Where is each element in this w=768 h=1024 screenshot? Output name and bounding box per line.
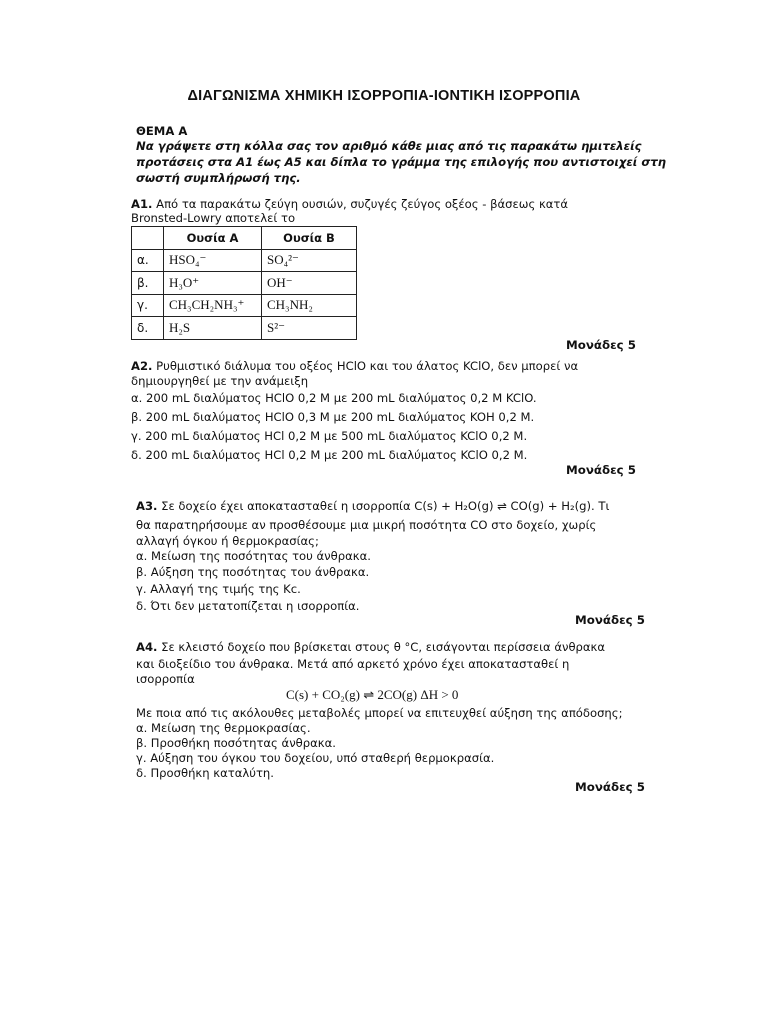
page-title: ΔΙΑΓΩΝΙΣΜΑ ΧΗΜΙΚΗ ΙΣΟΡΡΟΠΙΑ-ΙΟΝΤΙΚΗ ΙΣΟΡΡΟΠΙΑ — [187, 88, 581, 104]
a1-row-a: CH₃CH₂NH₃⁺ — [164, 294, 262, 317]
a4-text-1: Σε κλειστό δοχείο που βρίσκεται στους θ °C, εισάγονται περίσσεια άνθρακα — [161, 640, 606, 654]
a1-row-b: CH₃NH₂ — [262, 294, 357, 317]
a2-option-b: β. 200 mL διαλύματος HClO 0,3 M με 200 mL διαλύματος KOH 0,2 M. — [131, 410, 535, 424]
a2-units: Μονάδες 5 — [566, 463, 636, 477]
a3-units: Μονάδες 5 — [575, 613, 645, 627]
a1-units: Μονάδες 5 — [566, 338, 636, 352]
table-row — [132, 317, 357, 340]
a2-question — [131, 359, 578, 375]
a3-option-a: α. Μείωση της ποσότητας του άνθρακα. — [136, 549, 371, 563]
instructions-line-2: προτάσεις στα Α1 έως Α5 και δίπλα το γράμμα της επιλογής που αντιστοιχεί στη — [136, 155, 667, 169]
a4-option-a: α. Μείωση της θερμοκρασίας. — [136, 721, 311, 735]
a3-option-d: δ. Ότι δεν μετατοπίζεται η ισορροπία. — [136, 599, 360, 613]
a2-option-c: γ. 200 mL διαλύματος HCl 0,2 M με 500 mL διαλύματος KClO 0,2 M. — [131, 429, 528, 443]
a4-option-d: δ. Προσθήκη καταλύτη. — [136, 766, 274, 780]
a4-text-2: και διοξείδιο του άνθρακα. Μετά από αρκετό χρόνο έχει αποκατασταθεί η — [136, 657, 570, 671]
a4-option-b: β. Προσθήκη ποσότητας άνθρακα. — [136, 736, 336, 750]
a1-header-blank — [132, 227, 164, 250]
a1-row-b: OH⁻ — [262, 272, 357, 295]
a1-header-b: Ουσία Β — [262, 227, 357, 250]
a1-row-key: β. — [132, 272, 164, 295]
a2-text-2: δημιουργηθεί με την ανάμειξη — [131, 374, 309, 388]
a4-units: Μονάδες 5 — [575, 780, 645, 794]
a1-row-a: H₂S — [164, 317, 262, 340]
a3-option-c: γ. Αλλαγή της τιμής της Kc. — [136, 582, 301, 596]
a1-row-key: α. — [132, 249, 164, 272]
table-row — [132, 272, 357, 295]
a1-row-key: γ. — [132, 294, 164, 317]
a3-question — [136, 499, 609, 515]
a4-equation: C(s) + CO₂(g) ⇌ 2CO(g) ΔH > 0 — [286, 687, 459, 702]
a2-option-a: α. 200 mL διαλύματος HClO 0,2 M με 200 mL διαλύματος 0,2 M KClO. — [131, 391, 537, 405]
a1-row-b: S²⁻ — [262, 317, 357, 340]
a1-row-b: SO₄²⁻ — [262, 249, 357, 272]
instructions-line-3: σωστή συμπλήρωσή της. — [136, 171, 301, 185]
a3-option-b: β. Αύξηση της ποσότητας του άνθρακα. — [136, 565, 370, 579]
a4-option-c: γ. Αύξηση του όγκου του δοχείου, υπό σταθερή θερμοκρασία. — [136, 751, 495, 765]
a1-label: Α1. — [131, 197, 153, 211]
a1-row-key: δ. — [132, 317, 164, 340]
a2-label: Α2. — [131, 359, 153, 373]
instructions-line-1: Να γράψετε στη κόλλα σας τον αριθμό κάθε μιας από τις παρακάτω ημιτελείς — [136, 139, 642, 153]
a4-text-3: ισορροπία — [136, 672, 195, 686]
a4-question — [136, 640, 605, 656]
a1-header-a: Ουσία Α — [164, 227, 262, 250]
a2-text-1: Ρυθμιστικό διάλυμα του οξέος HClO και του άλατος KClO, δεν μπορεί να — [156, 359, 579, 373]
a4-label: Α4. — [136, 640, 158, 654]
a2-option-d: δ. 200 mL διαλύματος HCl 0,2 M με 200 mL διαλύματος KClO 0,2 M. — [131, 448, 528, 462]
a4-question-text: Με ποια από τις ακόλουθες μεταβολές μπορεί να επιτευχθεί αύξηση της απόδοσης; — [136, 706, 623, 720]
a1-row-a: HSO₄⁻ — [164, 249, 262, 272]
a3-text-1: Σε δοχείο έχει αποκατασταθεί η ισορροπία C(s) + H₂O(g) ⇌ CO(g) + H₂(g). Τι — [161, 499, 610, 513]
a3-label: Α3. — [136, 499, 158, 513]
table-row — [132, 294, 357, 317]
a1-row-a: H₃O⁺ — [164, 272, 262, 295]
a1-table — [131, 226, 357, 340]
table-row — [132, 249, 357, 272]
a1-text-2: Bronsted-Lowry αποτελεί το — [131, 211, 296, 225]
section-heading: ΘΕΜΑ Α — [136, 124, 188, 138]
a3-text-2: θα παρατηρήσουμε αν προσθέσουμε μια μικρή ποσότητα CO στο δοχείο, χωρίς — [136, 518, 597, 532]
a1-text-1: Από τα παρακάτω ζεύγη ουσιών, συζυγές ζεύγος οξέος - βάσεως κατά — [156, 197, 569, 211]
a3-text-3: αλλαγή όγκου ή θερμοκρασίας; — [136, 534, 319, 548]
